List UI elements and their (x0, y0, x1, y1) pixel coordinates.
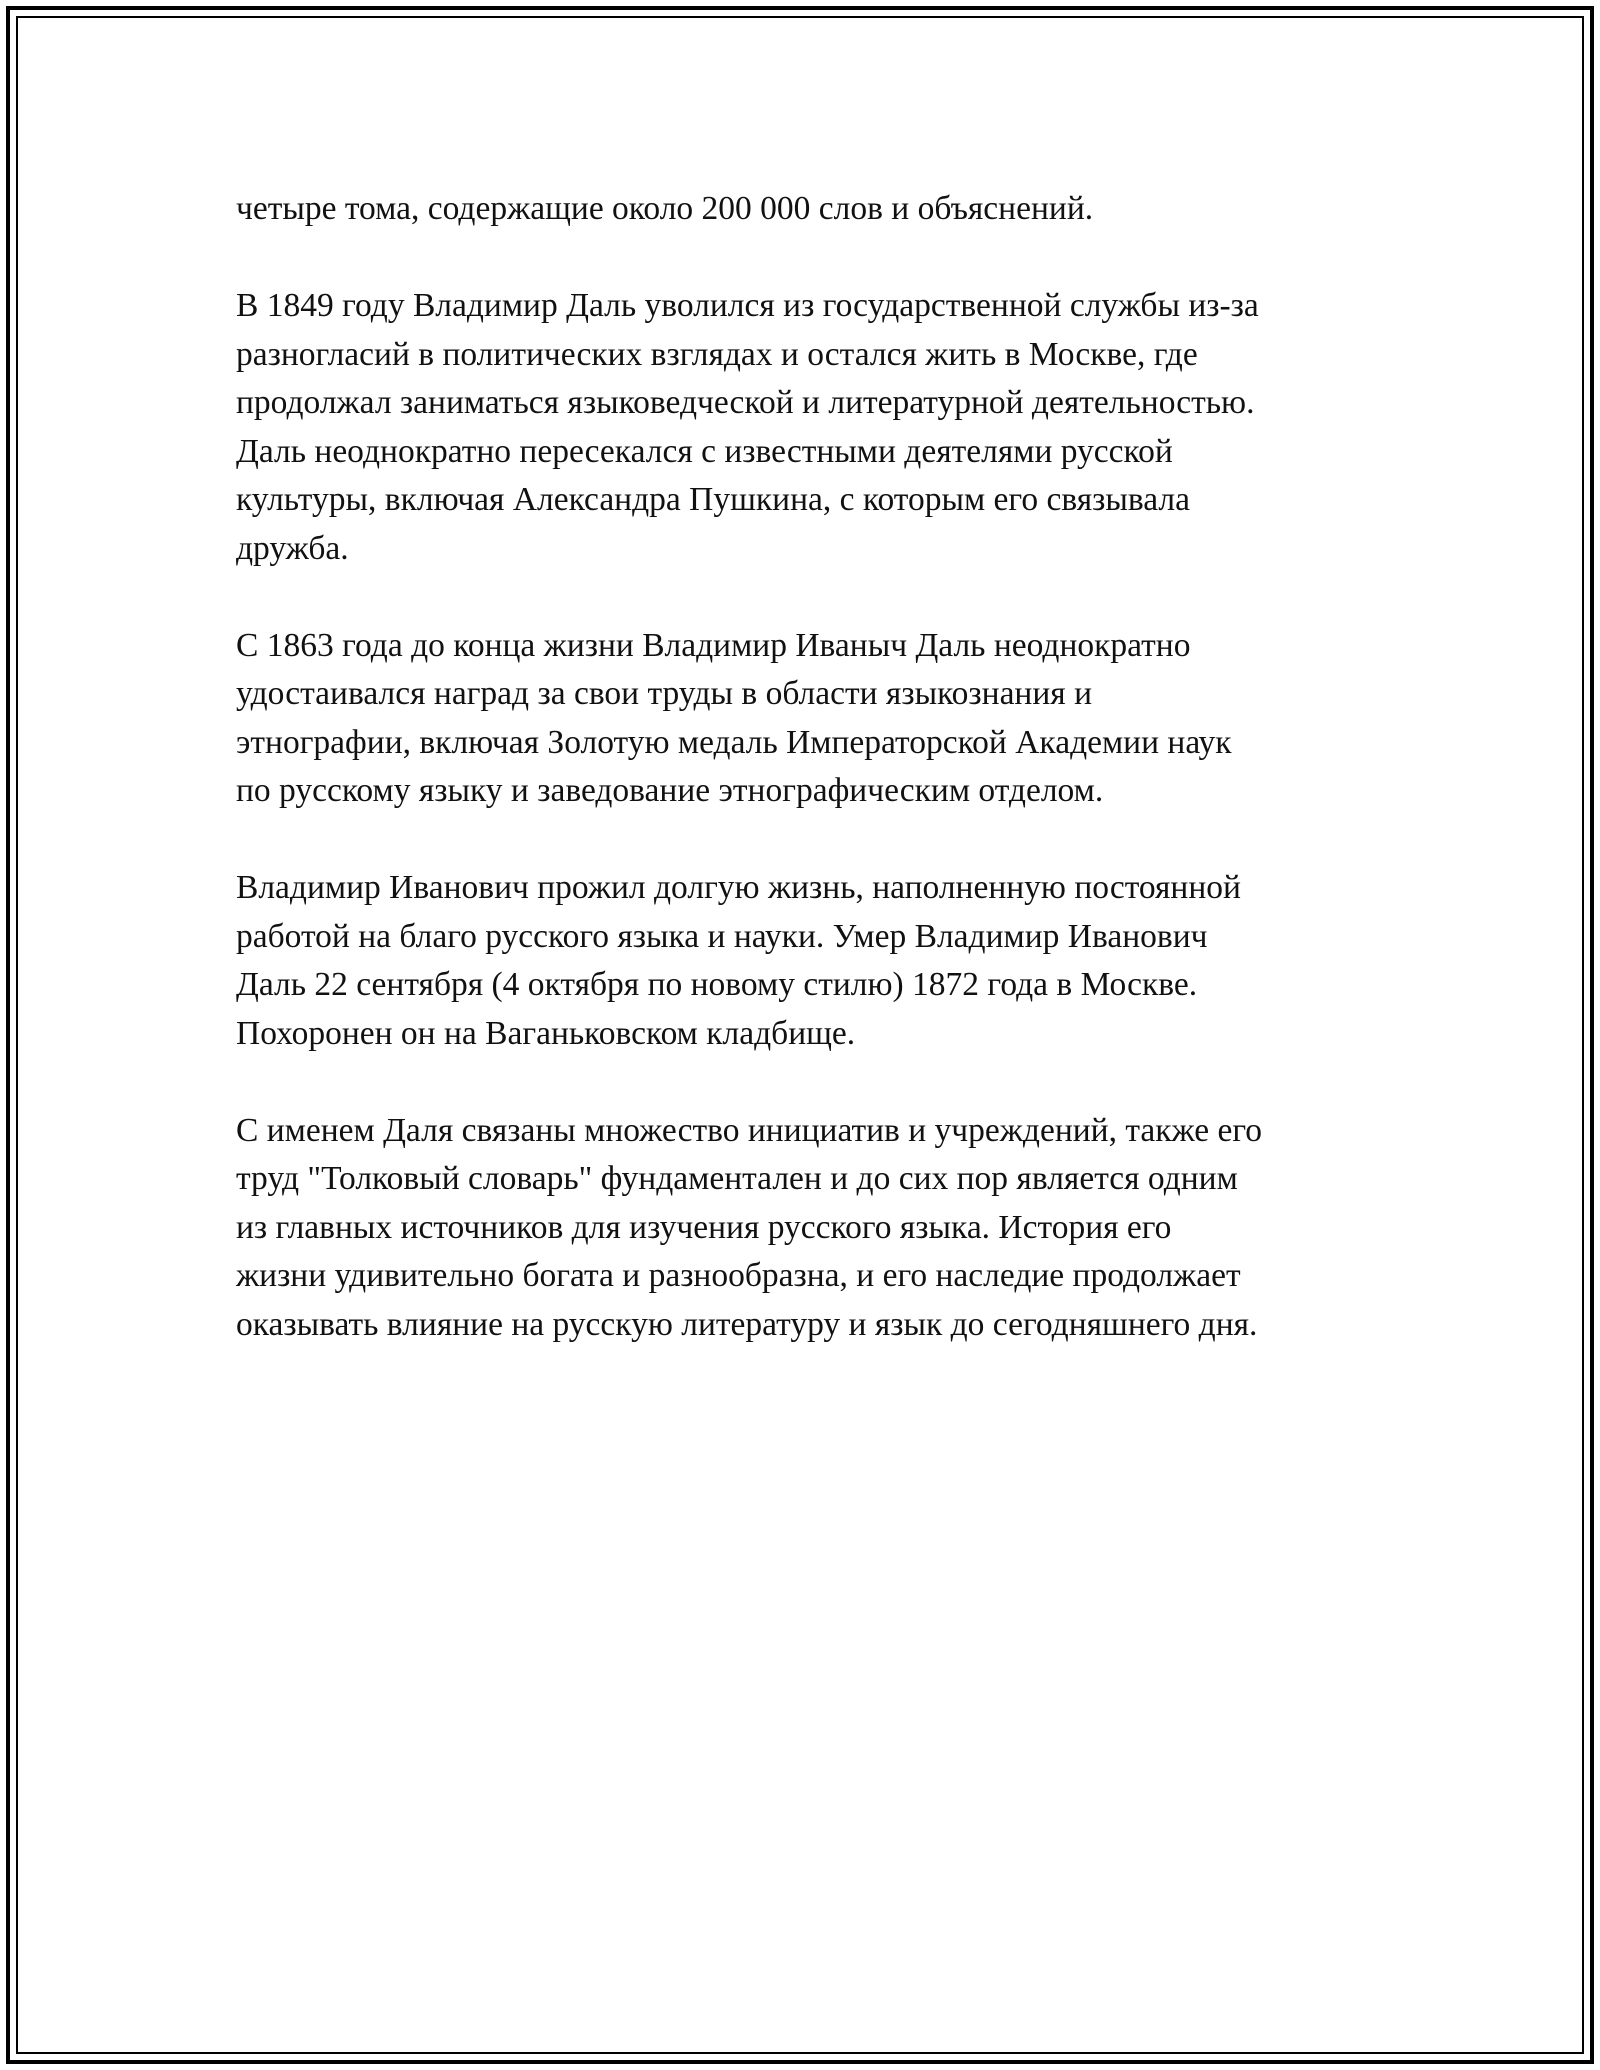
paragraph-1: четыре тома, содержащие около 200 000 слов и объяснений. (236, 190, 1094, 227)
paragraph-3: С 1863 года до конца жизни Владимир Иваныч Даль неоднократно удостаивался наград за свои труды в области языкознания и этнографии, включая Золотую медаль Императорской Академии наук по русскому языку и заведование этнографическим отделом. (236, 626, 1232, 809)
paragraph-2: В 1849 году Владимир Даль уволился из государственной службы из-за разногласий в политических взглядах и остался жить в Москве, где продолжал заниматься языковедческой и литературной деятельностью. Даль неоднократно пересекался с известными деятелями русской культуры, включая Александра Пушкина, с которым его связывала дружба. (236, 287, 1259, 567)
document-body (236, 185, 1406, 1398)
paragraph-5: С именем Даля связаны множество инициатив и учреждений, также его труд "Толковый словарь" фундаментален и до сих пор является одним из главных источников для изучения русского языка. История его жизни удивительно богата и разнообразна, и его наследие продолжает оказывать влияние на русскую литературу и язык до сегодняшнего дня. (236, 1111, 1263, 1343)
paragraph-4: Владимир Иванович прожил долгую жизнь, наполненную постоянной работой на благо русского языка и науки. Умер Владимир Иванович Даль 22 сентября (4 октября по новому стилю) 1872 года в Москве. Похоронен он на Ваганьковском кладбище. (236, 869, 1241, 1052)
